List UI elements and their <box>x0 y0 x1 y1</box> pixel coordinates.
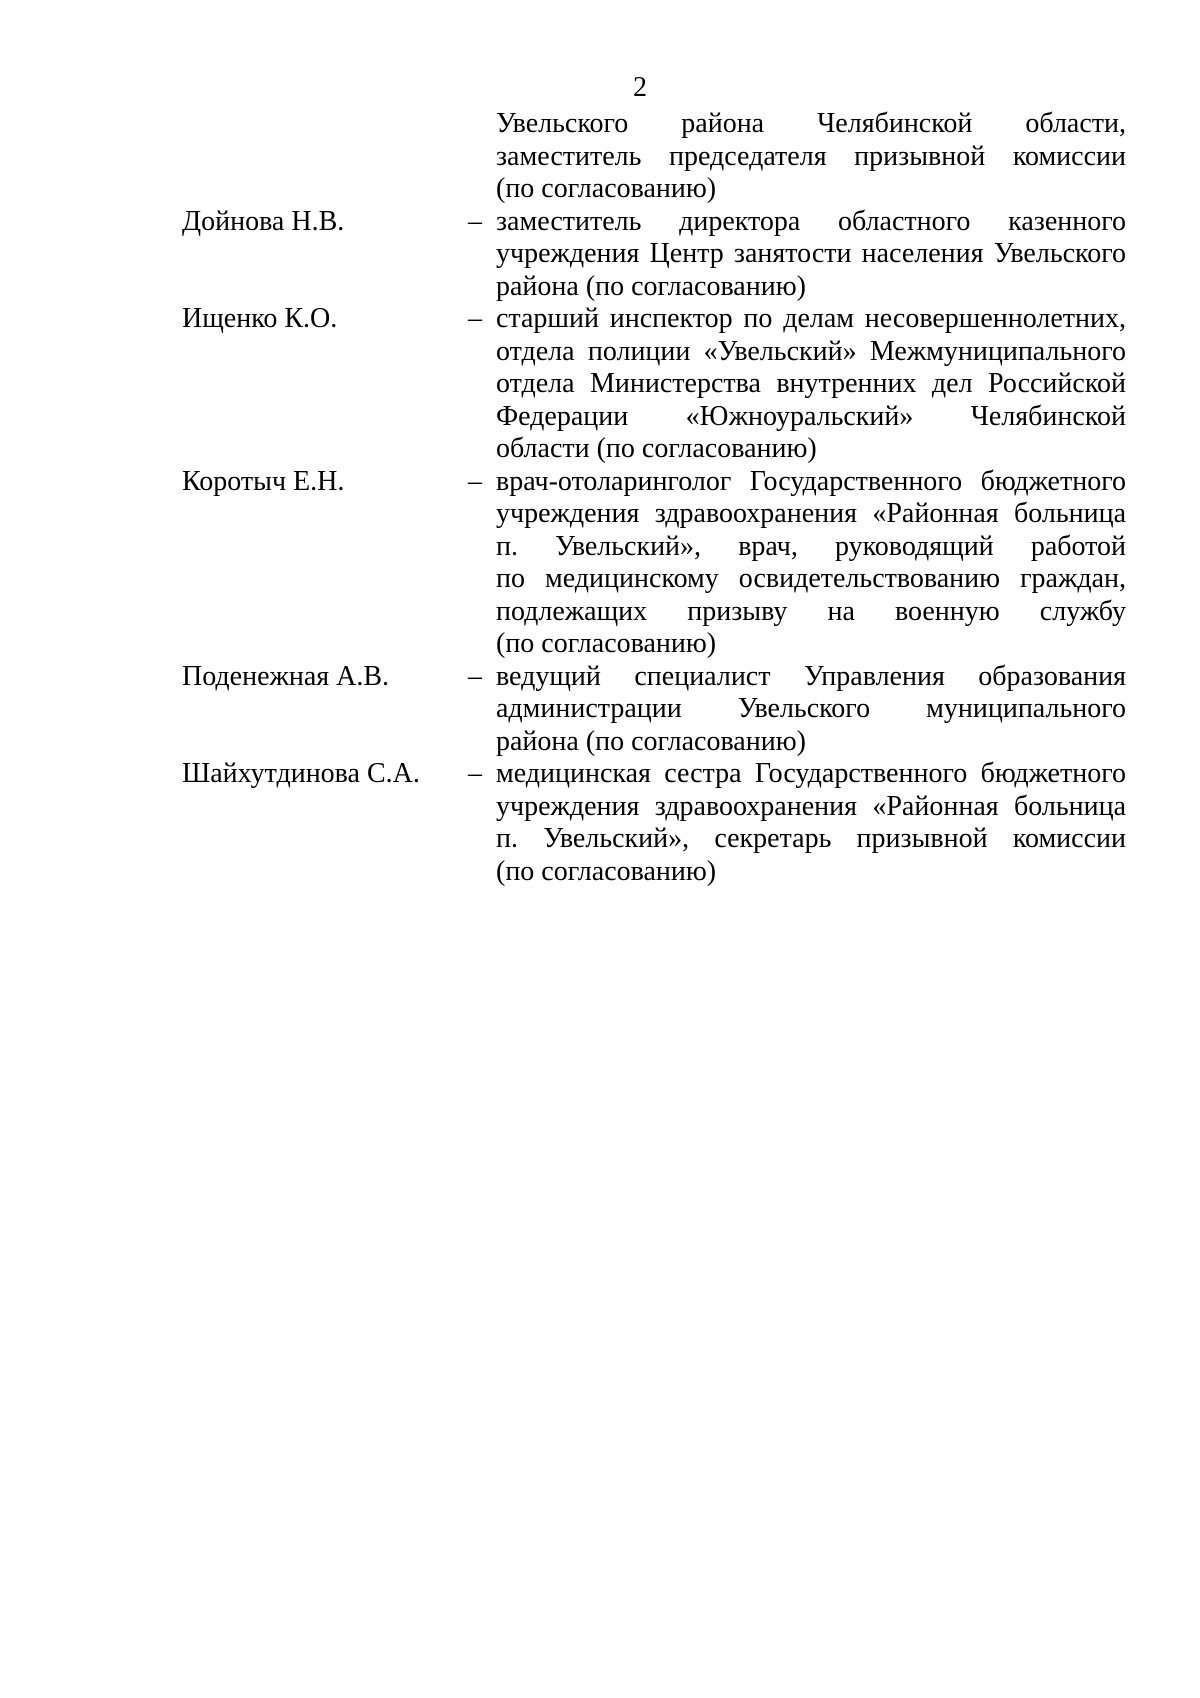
description-line: подлежащих призыву на военную службу <box>496 595 1126 627</box>
member-dash: – <box>468 465 482 497</box>
description-line: Увельского района Челябинской области, <box>496 108 1126 139</box>
description-line: заместитель директора областного казенного <box>496 205 1126 237</box>
member-description <box>496 206 1126 304</box>
description-line: п. Увельский», врач, руководящий работой <box>496 530 1126 562</box>
member-name: Дойнова Н.В. <box>182 205 345 237</box>
commission-members-list <box>182 108 1130 888</box>
description-line: учреждения Центр занятости населения Увельского <box>496 238 1126 269</box>
description-line: района (по согласованию) <box>496 270 806 302</box>
member-description <box>496 758 1126 888</box>
member-description <box>496 661 1126 759</box>
member-dash: – <box>468 303 482 334</box>
member-dash: – <box>468 205 482 237</box>
description-line: по медицинскому освидетельствованию граждан, <box>496 563 1126 594</box>
description-line: администрации Увельского муниципального <box>496 693 1126 724</box>
description-line: (по согласованию) <box>496 173 717 204</box>
description-line: района (по согласованию) <box>496 725 806 757</box>
page-number: 2 <box>633 72 647 103</box>
continuation-description <box>496 108 1126 206</box>
description-line: (по согласованию) <box>496 628 717 659</box>
continuation-row <box>182 108 1130 206</box>
member-name: Ищенко К.О. <box>182 303 338 334</box>
description-line: отдела полиции «Увельский» Межмуниципального <box>496 335 1126 367</box>
description-line: п. Увельский», секретарь призывной комиссии <box>496 823 1126 854</box>
description-line: отдела Министерства внутренних дел Российской <box>496 368 1126 399</box>
description-line: врач-отоларинголог Государственного бюджетного <box>496 465 1126 497</box>
member-row <box>182 303 1130 466</box>
member-name: Шайхутдинова С.А. <box>182 758 420 789</box>
member-name: Коротыч Е.Н. <box>182 465 345 497</box>
member-row <box>182 466 1130 661</box>
description-line: ведущий специалист Управления образования <box>496 660 1126 692</box>
member-description <box>496 303 1126 466</box>
description-line: (по согласованию) <box>496 855 717 887</box>
description-line: Федерации «Южноуральский» Челябинской <box>496 400 1126 432</box>
member-name: Поденежная А.В. <box>182 660 390 692</box>
description-line: области (по согласованию) <box>496 433 817 464</box>
member-row <box>182 758 1130 888</box>
member-row <box>182 206 1130 304</box>
description-line: учреждения здравоохранения «Районная больница <box>496 790 1126 822</box>
member-description <box>496 466 1126 661</box>
description-line: заместитель председателя призывной комиссии <box>496 140 1126 172</box>
description-line: учреждения здравоохранения «Районная больница <box>496 498 1126 529</box>
member-row <box>182 661 1130 759</box>
description-line: старший инспектор по делам несовершеннолетних, <box>496 303 1126 334</box>
member-dash: – <box>468 758 482 789</box>
member-dash: – <box>468 660 482 692</box>
description-line: медицинская сестра Государственного бюджетного <box>496 758 1126 789</box>
